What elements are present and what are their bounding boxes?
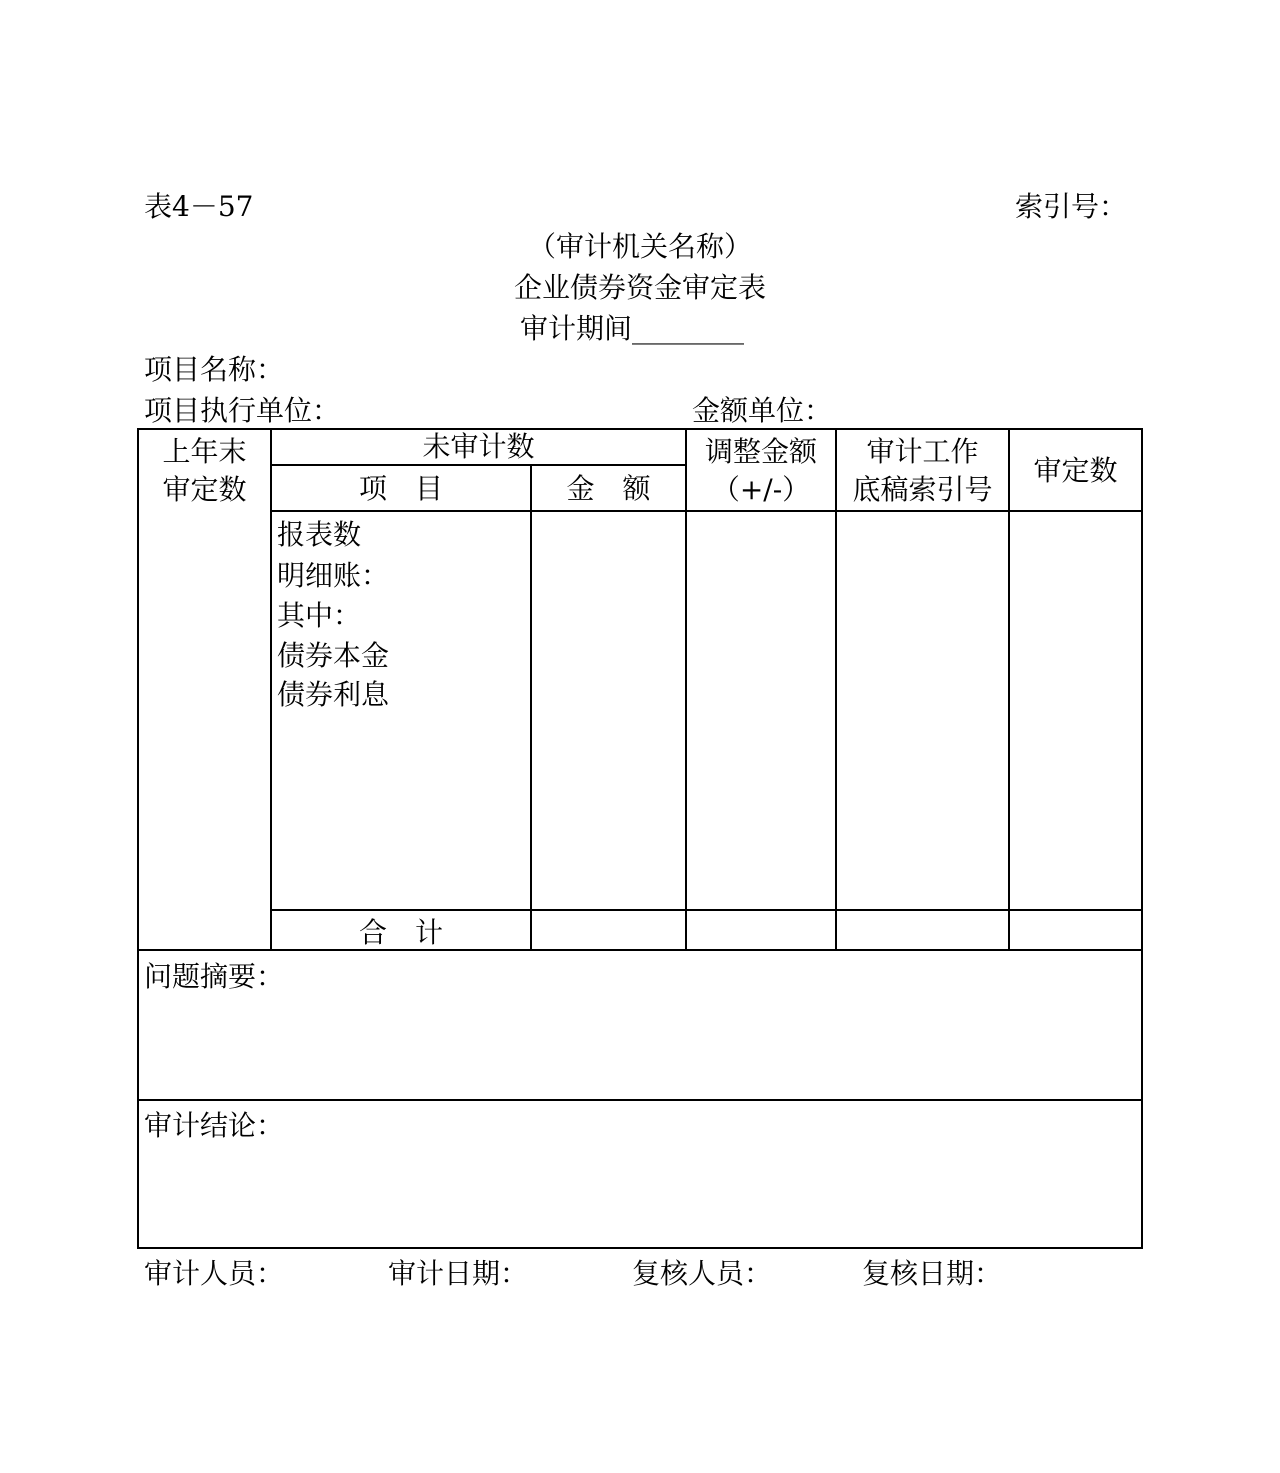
header-item: 项 目 [358,472,443,505]
audit-conclusion-label: 审计结论： [144,1109,285,1142]
item-of-which: 其中： [277,599,362,632]
form-number: 表4－57 [144,190,254,223]
review-date-label: 复核日期： [862,1257,1003,1290]
item-bond-principal: 债券本金 [277,639,390,672]
header-adjustment: 调整金额 （+/-） [704,435,817,506]
header-unaudited: 未审计数 [422,430,535,463]
audit-authority-name: （审计机关名称） [527,230,752,263]
audit-date-label: 审计日期： [388,1257,529,1290]
amount-unit-label: 金额单位： [692,394,833,427]
header-prior-year-audited: 上年末 审定数 [162,435,247,506]
problem-summary-label: 问题摘要： [144,960,285,993]
page-title: 企业债券资金审定表 [513,271,766,304]
header-workpaper-index: 审计工作 底稿索引号 [852,435,993,506]
item-bond-interest: 债券利息 [277,678,390,711]
index-number-label: 索引号： [1015,190,1128,223]
item-reported: 报表数 [277,518,362,551]
executing-unit-label: 项目执行单位： [144,394,341,427]
auditor-label: 审计人员： [144,1257,285,1290]
header-amount: 金 额 [566,472,651,505]
audit-period: 审计期间________ [520,312,745,345]
total-label: 合 计 [358,916,443,949]
item-ledger: 明细账： [277,559,390,592]
header-audited-amount: 审定数 [1033,454,1118,487]
reviewer-label: 复核人员： [632,1257,773,1290]
project-name-label: 项目名称： [144,353,285,386]
